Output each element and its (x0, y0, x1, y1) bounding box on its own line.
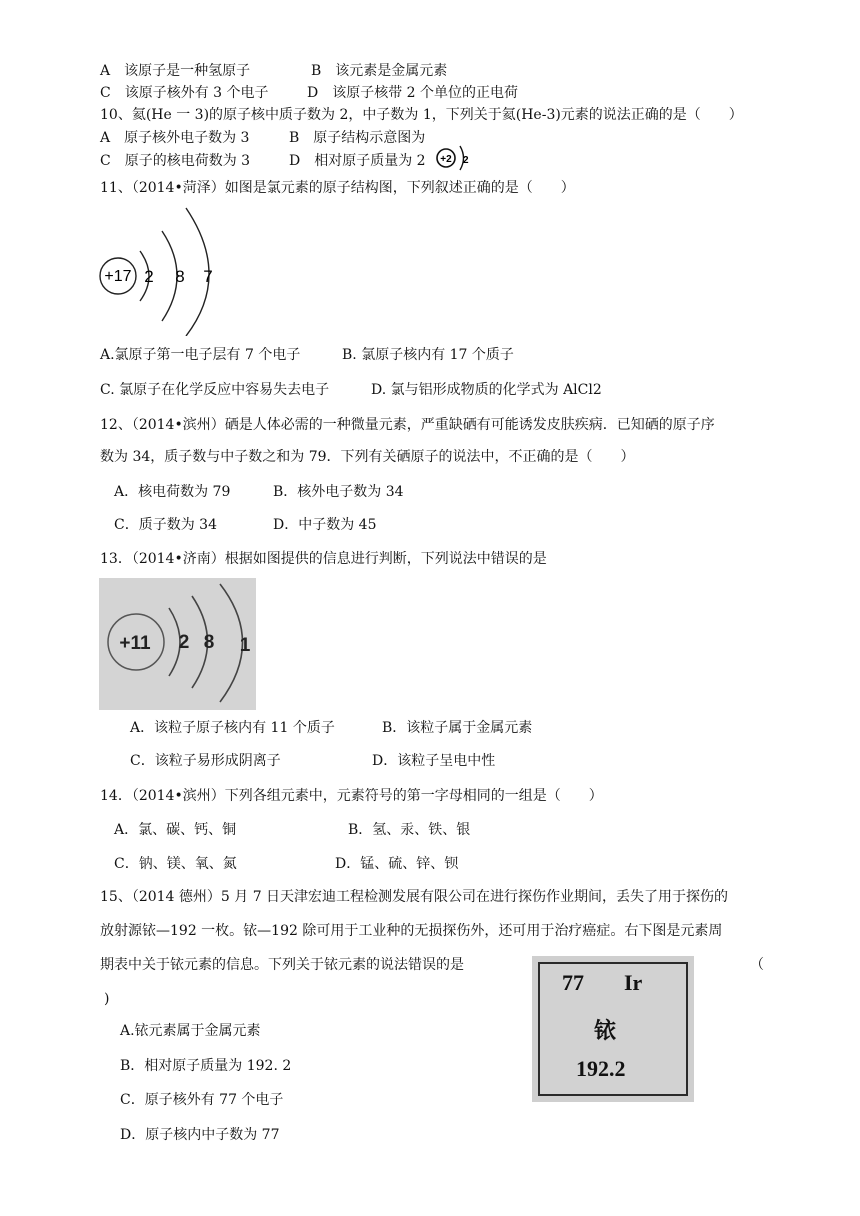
q10-option-d: D 相对原子质量为 2 (289, 153, 426, 169)
q15-paren-close: ) (104, 991, 110, 1007)
q9-option-a: A 该原子是一种氢原子 (100, 63, 251, 79)
q10-option-b: B 原子结构示意图为 (289, 130, 426, 146)
shell-electron-count: 7 (203, 267, 213, 286)
q15-stem-line3: 期表中关于铱元素的信息。下列关于铱元素的说法错误的是 (100, 957, 464, 973)
q13-option-b: B．该粒子属于金属元素 (382, 720, 533, 736)
q12-option-b: B．核外电子数为 34 (273, 484, 404, 500)
q11-option-c: C. 氯原子在化学反应中容易失去电子 (100, 382, 330, 398)
q15-option-a: A.铱元素属于金属元素 (120, 1023, 261, 1039)
q14-stem: 14．（2014•滨州）下列各组元素中，元素符号的第一字母相同的一组是（ ） (100, 788, 603, 804)
q12-option-a: A．核电荷数为 79 (114, 484, 231, 500)
element-name: 铱 (594, 1018, 617, 1044)
nucleus-charge: +11 (119, 633, 151, 654)
q11-option-a: A.氯原子第一电子层有 7 个电子 (100, 347, 301, 363)
helium-atom-diagram (434, 142, 470, 172)
element-card (532, 956, 694, 1102)
q13-option-a: A．该粒子原子核内有 11 个质子 (130, 720, 335, 736)
q15-paren-open: （ (750, 957, 764, 973)
q13-stem: 13．（2014•济南）根据如图提供的信息进行判断，下列说法中错误的是 (100, 551, 547, 567)
q11-option-b: B. 氯原子核内有 17 个质子 (342, 347, 514, 363)
q14-option-c: C．钠、镁、氧、氮 (114, 856, 237, 872)
q12-stem-line2: 数为 34，质子数与中子数之和为 79．下列有关硒原子的说法中，不正确的是（ ） (100, 449, 635, 465)
sodium-atom-diagram (99, 578, 256, 710)
q12-option-c: C．质子数为 34 (114, 517, 217, 533)
nucleus-charge: +17 (104, 268, 132, 285)
q14-option-d: D．锰、硫、锌、钡 (335, 856, 459, 872)
q14-option-b: B．氢、汞、铁、银 (348, 822, 471, 838)
q10-option-c: C 原子的核电荷数为 3 (100, 153, 251, 169)
q10-stem: 10、氦(He 一 3)的原子核中质子数为 2，中子数为 1，下列关于氦(He-3)元素的说法正确的是（ ） (100, 107, 743, 123)
shell-electron-count: 8 (203, 632, 215, 653)
shell-electron-count: 2 (144, 267, 154, 286)
atomic-number: 77 (562, 970, 584, 995)
q11-option-d: D. 氯与铝形成物质的化学式为 AlCl2 (371, 382, 602, 398)
q9-option-b: B 该元素是金属元素 (311, 63, 448, 79)
q15-option-d: D．原子核内中子数为 77 (120, 1127, 280, 1143)
q15-option-b: B．相对原子质量为 192. 2 (120, 1058, 292, 1074)
q9-option-c: C 该原子核外有 3 个电子 (100, 85, 269, 101)
atomic-mass: 192.2 (576, 1056, 626, 1081)
q10-option-a: A 原子核外电子数为 3 (100, 130, 250, 146)
q12-stem-line1: 12、（2014•滨州）硒是人体必需的一种微量元素，严重缺硒有可能诱发皮肤疾病．已知硒的原子序 (100, 417, 715, 433)
element-symbol: Ir (624, 970, 643, 995)
q13-option-d: D．该粒子呈电中性 (372, 753, 496, 769)
q15-option-c: C．原子核外有 77 个电子 (120, 1092, 284, 1108)
q13-option-c: C．该粒子易形成阴离子 (130, 753, 281, 769)
chlorine-atom-diagram (98, 204, 228, 336)
q14-option-a: A．氯、碳、钙、铜 (114, 822, 237, 838)
q11-stem: 11、（2014•菏泽）如图是氯元素的原子结构图，下列叙述正确的是（ ） (100, 180, 575, 196)
shell-electron-count: 2 (178, 632, 190, 653)
q15-stem-line2: 放射源铱—192 一枚。铱—192 除可用于工业种的无损探伤外，还可用于治疗癌症。右下图是元素周 (100, 923, 723, 939)
q15-stem-line1: 15、（2014 德州）5 月 7 日天津宏迪工程检测发展有限公司在进行探伤作业期间，丢失了用于探伤的 (100, 889, 729, 905)
q12-option-d: D．中子数为 45 (273, 517, 377, 533)
shell-electron-count: 8 (175, 267, 185, 286)
shell-electron-count: 1 (239, 635, 251, 656)
shell-electron-count: 2 (463, 155, 469, 166)
nucleus-charge: +2 (440, 154, 452, 165)
q9-option-d: D 该原子核带 2 个单位的正电荷 (307, 85, 519, 101)
